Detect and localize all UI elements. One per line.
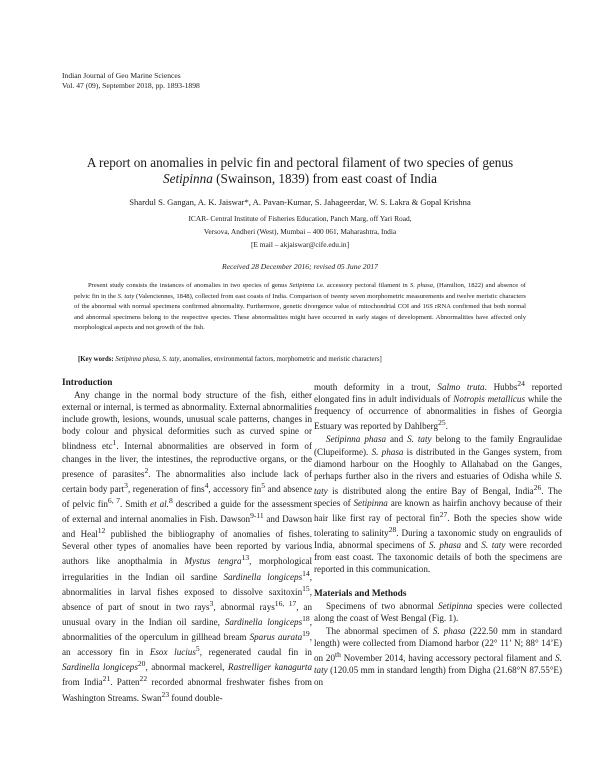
received-dates: Received 28 December 2016; revised 05 June 2017 [222,262,378,271]
title-genus: Setipinna [163,171,213,186]
left-column [62,377,312,704]
methods-paragraph-1: Specimens of two abnormal Setipinna species were collected along the coast of West Bengal (Fig. 1). [314,600,562,623]
right-column [314,378,562,688]
title-line-2: Setipinna (Swainson, 1839) from east coast of India [163,171,437,186]
author-list: Shardul S. Gangan, A. K. Jaiswar*, A. Pavan-Kumar, S. Jahageerdar, W. S. Lakra & Gopal Krishna [129,197,471,207]
affiliation-line-1: ICAR- Central Institute of Fisheries Education, Panch Marg, off Yari Road, [188,214,412,223]
keywords: [Key words: Setipinna phasa, S. taty, anomalies, environmental factors, morphometric and meristic characters] [78,356,382,363]
methods-heading: Materials and Methods [314,588,407,599]
methods-paragraph-2: The abnormal specimen of S. phasa (222.50 mm in standard length) were collected from Diamond harbor (22° 11’ N; 88° 14’E) on 20th November 2014, having accessory pectoral filament and S. taty (120.05 mm in standard length) from Digha (21.68°N 87.55°E) on [314,625,562,688]
introduction-paragraph: Any change in the normal body structure of the fish, either external or internal, is termed as abnormality. External abnormalities include growth, lesions, wounds, unusual scale patterns, changes in body colour and physical deformities such as curved spine or blindness etc$^1$. Internal abnormalities are observed in form of changes in the liver, the intestines, the reproductive organs, or the presence of parasites$^2$. The abnormalities also include lack of certain body part$^3$, regeneration of fins$^4$, accessory fin$^5$ and absence of pelvic fin$^{6, 7}$. Smith et al.$^8$ described a guide for the assessment of external and internal anomalies in Fish. Dawson$^{9-11}$ and Dawson and Heal$^{12}$ published the bibliography of anomalies of fishes. Several other types of anomalies have been reported by various authors like anopthalmia in Mystus tengra$^{13}$, morphological irregularities in the Indian oil sardine Sardinella longiceps$^{14}$, abnormalities in larval fishes exposed to dissolve saxitoxin$^{15}$, absence of part of snout in two rays$^3$, abnormal rays$^{16, 17}$, an unusual ovary in the Indian oil sardine, Sardinella longiceps$^{18}$, abnormalities of the operculum in gillhead bream Sparus aurata$^{19}$, an accessory fin in Esox lucius$^5$, regenerated caudal fin in Sardinella longiceps$^{20}$, abnormal mackerel, Rastrelliger kanagurta from India$^{21}$. Patten$^{22}$ recorded abnormal freshwater fishes from Washington Streams. Swan$^{23}$ found double- [62,390,313,703]
journal-volume: Vol. 47 (09), September 2018, pp. 1893-1898 [62,81,200,90]
affiliation-line-2: Versova, Andheri (West), Mumbai – 400 061, Maharashtra, India [203,227,397,236]
abstract: Present study consists the instances of anomalies in two species of genus Setipinna i.e. accessory pectoral filament in S. phasa, (Hamilton, 1822) and absence of pelvic fin in the S. taty (Valenciennes, 1848), collected from east coasts of India. Comparison of twenty seven morphometric measurements and twelve meristic characters of the abnormal with normal specimens confirmed abnormality. Furthermore, genetic divergence value of mitochondrial COI and 16S rRNA confirmed that both normal and abnormal specimens belong to the respective species. These abnormalities might have occurred in early stages of development. Abnormalities have affected only morphological aspects and not growth of the fish. [74,282,526,332]
journal-name: Indian Journal of Geo Marine Sciences [62,71,181,80]
journal-header [62,71,200,91]
title-line-1: A report on anomalies in pelvic fin and pectoral filament of two species of genus [86,155,514,170]
paper-title [40,155,560,187]
species-paragraph: Setipinna phasa and S. taty belong to the family Engraulidae (Clupeiforme). S. phasa is distributed in the Ganges system, from diamond harbour on the Hooghly to Allahabad on the Ganges, perhaps further also in the rivers and estuaries of Odisha while S. taty is distributed along the entire Bay of Bengal, India$^{26}$. The species of Setipinna are known as hairfin anchovy because of their hair like first ray of pectoral fin$^{27}$. Both the species show wide tolerating to salinity$^{28}$. During a taxonomic study on engraulids of India, abnormal specimens of S. phasa and S. taty were recorded from east coast. The taxonomic details of both the specimens are reported in this communication. [314,434,562,575]
corresponding-email: [E mail – akjaiswar@cife.edu.in] [250,240,350,249]
introduction-heading: Introduction [62,378,113,388]
affiliation [40,212,560,251]
intro-continued-paragraph: mouth deformity in a trout, Salmo truta. Hubbs$^{24}$ reported elongated fins in adult individuals of Notropis metallicus while the frequency of occurrence of abnormalities in fishes of Georgia Estuary was reported by Dahlberg$^{25}$. [314,379,562,432]
